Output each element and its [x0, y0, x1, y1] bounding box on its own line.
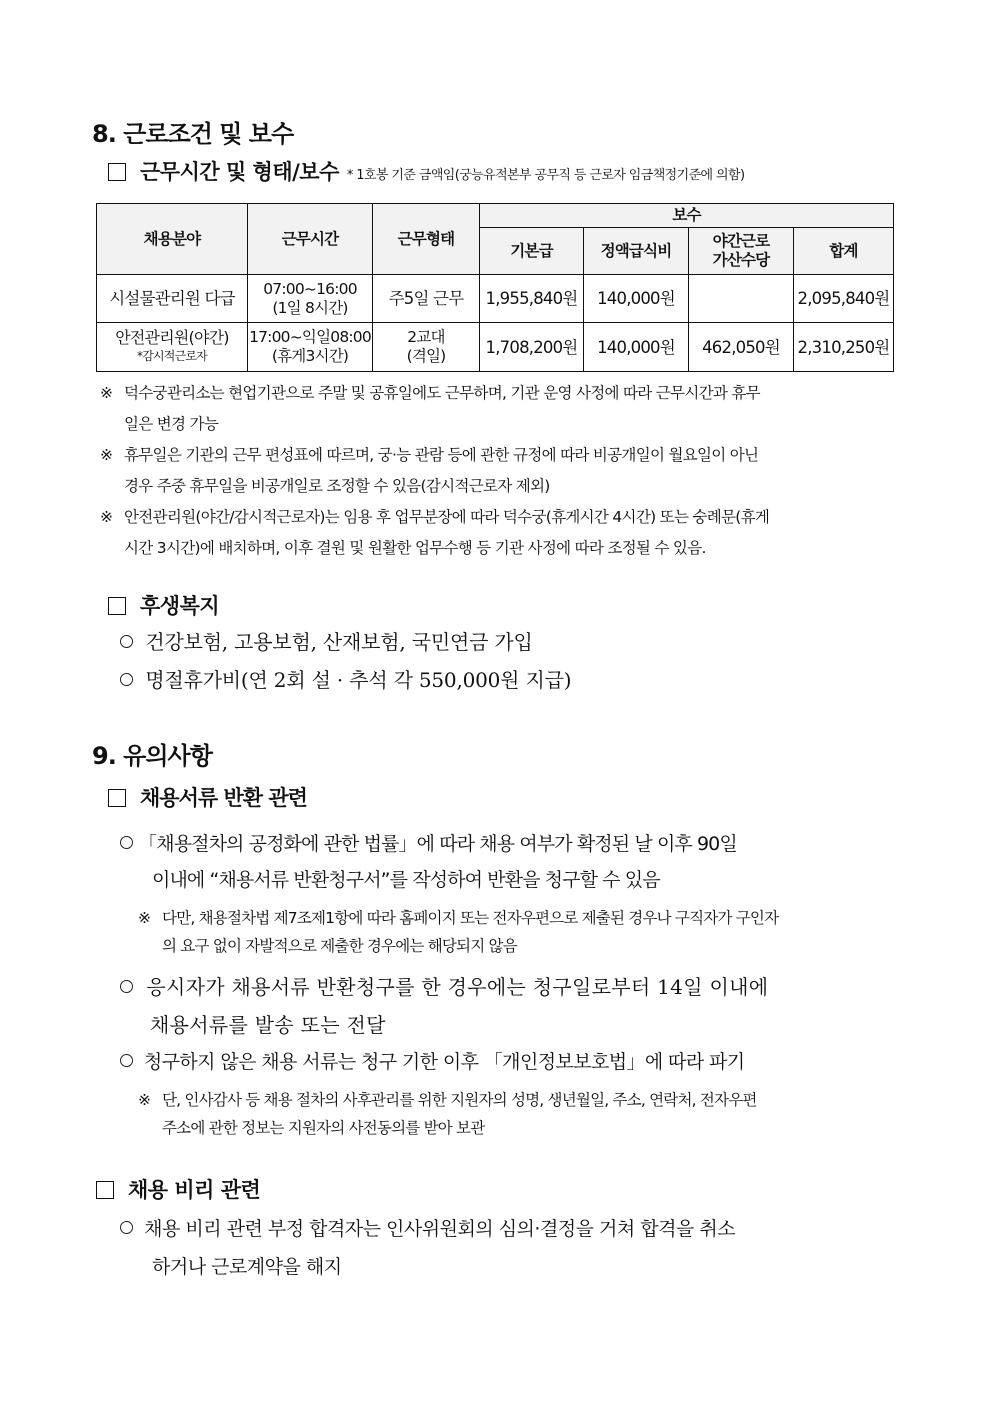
subsection-work-hours — [108, 156, 744, 186]
header-type: 근무형태 — [373, 204, 480, 275]
cell-total: 2,310,250원 — [794, 323, 894, 372]
section-9-title: 9. 유의사항 — [92, 742, 212, 770]
section-8-title: 8. 근로조건 및 보수 — [92, 120, 294, 148]
table-notes — [100, 378, 905, 564]
cell-type: 주5일 근무 — [373, 275, 480, 323]
cell-hours — [248, 323, 373, 372]
circle-bullet-icon — [120, 635, 133, 648]
circle-bullet-icon — [120, 836, 133, 849]
table-row — [97, 323, 894, 372]
welfare-item — [120, 664, 571, 693]
subsection-documents — [108, 782, 307, 812]
subsection-corruption — [96, 1174, 260, 1204]
field-line1: 안전관리원(야간) — [115, 328, 229, 347]
hours-line1: 17:00~익일08:00 — [249, 328, 371, 346]
note-item — [100, 378, 905, 440]
header-pay-group: 보수 — [480, 204, 894, 228]
subsection-title: 근무시간 및 형태/보수 — [140, 159, 339, 184]
header-night-line1: 야간근로 — [712, 232, 770, 250]
header-meal: 정액급식비 — [584, 228, 689, 275]
subsection-welfare — [108, 590, 219, 620]
documents-item-1 — [120, 826, 910, 898]
reference-mark-icon: ※ — [100, 384, 113, 402]
item-line: 하거나 근로계약을 해지 — [152, 1256, 342, 1278]
pay-basis-note: * 1호봉 기준 금액임(궁능유적본부 공무직 등 근로자 임금책정기준에 의함) — [346, 168, 745, 183]
header-night — [689, 228, 794, 275]
cell-night — [689, 275, 794, 323]
item-line: 응시자가 채용서류 반환청구를 한 경우에는 청구일로부터 14일 이내에 — [146, 975, 769, 999]
circle-bullet-icon — [120, 1221, 133, 1234]
type-line2: (격일) — [406, 347, 446, 365]
cell-field — [97, 323, 248, 372]
cell-base: 1,955,840원 — [480, 275, 584, 323]
pay-table — [96, 203, 894, 372]
subsection-title: 채용 비리 관련 — [128, 1177, 261, 1202]
reference-mark-icon: ※ — [138, 1091, 151, 1109]
note-line: 단, 인사감사 등 채용 절차의 사후관리를 위한 지원자의 성명, 생년월일, 주소, 연락처, 전자우편 — [162, 1091, 757, 1109]
cell-meal: 140,000원 — [584, 275, 689, 323]
cell-meal: 140,000원 — [584, 323, 689, 372]
item-line: 채용 비리 관련 부정 합격자는 인사위원회의 심의·결정을 거쳐 합격을 취소 — [144, 1218, 736, 1240]
welfare-text: 명절휴가비(연 2회 설 · 추석 각 550,000원 지급) — [145, 668, 572, 692]
header-night-line2: 가산수당 — [712, 251, 770, 269]
checkbox-square-icon — [108, 163, 126, 181]
cell-night: 462,050원 — [689, 323, 794, 372]
note-line: 의 요구 없이 자발적으로 제출한 경우에는 해당되지 않음 — [162, 937, 517, 955]
header-field: 채용분야 — [97, 204, 248, 275]
subsection-title: 채용서류 반환 관련 — [140, 786, 307, 810]
item-line: 이내에 “채용서류 반환청구서”를 작성하여 반환을 청구할 수 있음 — [152, 869, 660, 891]
note-line: 경우 주중 휴무일을 비공개일로 조정할 수 있음(감시적근로자 제외) — [124, 477, 550, 495]
hours-line2: (휴게3시간) — [271, 347, 349, 365]
reference-mark-icon: ※ — [138, 909, 151, 927]
cell-type — [373, 323, 480, 372]
welfare-text: 건강보험, 고용보험, 산재보험, 국민연금 가입 — [145, 630, 533, 654]
cell-field: 시설물관리원 다급 — [97, 275, 248, 323]
reference-mark-icon: ※ — [100, 446, 113, 464]
documents-item-2 — [120, 968, 910, 1044]
field-sub: *감시적근로자 — [137, 349, 207, 363]
cell-base: 1,708,200원 — [480, 323, 584, 372]
item-line: 청구하지 않은 채용 서류는 청구 기한 이후 「개인정보보호법」에 따라 파기 — [143, 1051, 745, 1073]
note-line: 주소에 관한 정보는 지원자의 사전동의를 받아 보관 — [162, 1119, 485, 1137]
documents-item-3 — [120, 1046, 745, 1078]
note-item — [100, 440, 905, 502]
checkbox-square-icon — [108, 789, 126, 807]
note-line: 덕수궁관리소는 현업기관으로 주말 및 공휴일에도 근무하며, 기관 운영 사정에 따라 근무시간과 휴무 — [124, 384, 760, 402]
circle-bullet-icon — [120, 980, 133, 993]
checkbox-square-icon — [96, 1181, 114, 1199]
note-line: 안전관리원(야간/감시적근로자)는 임용 후 업무분장에 따라 덕수궁(휴게시간 4시간) 또는 숭례문(휴게 — [124, 508, 770, 526]
reference-mark-icon: ※ — [100, 508, 113, 526]
header-total: 합계 — [794, 228, 894, 275]
note-line: 휴무일은 기관의 근무 편성표에 따르며, 궁·능 관람 등에 관한 규정에 따라 비공개일이 월요일이 아닌 — [124, 446, 759, 464]
cell-hours — [248, 275, 373, 323]
note-line: 시간 3시간)에 배치하며, 이후 결원 및 원활한 업무수행 등 기관 사정에 따라 조정될 수 있음. — [124, 539, 706, 557]
item-line: 채용서류를 발송 또는 전달 — [150, 1013, 386, 1037]
header-hours: 근무시간 — [248, 204, 373, 275]
subsection-title: 후생복지 — [140, 593, 220, 618]
type-line1: 2교대 — [407, 328, 445, 346]
documents-item-3-note — [138, 1086, 908, 1142]
cell-total: 2,095,840원 — [794, 275, 894, 323]
hours-line2: (1일 8시간) — [272, 298, 348, 317]
welfare-item — [120, 626, 533, 655]
note-line: 다만, 채용절차법 제7조제1항에 따라 홈페이지 또는 전자우편으로 제출된 경우나 구직자가 구인자 — [162, 909, 779, 927]
header-base: 기본급 — [480, 228, 584, 275]
documents-item-1-note — [138, 904, 908, 960]
note-line: 일은 변경 가능 — [124, 415, 219, 433]
table-row — [97, 275, 894, 323]
corruption-item-1 — [120, 1210, 910, 1286]
circle-bullet-icon — [120, 673, 133, 686]
checkbox-square-icon — [108, 597, 126, 615]
note-item — [100, 502, 905, 564]
hours-line1: 07:00~16:00 — [263, 279, 357, 298]
circle-bullet-icon — [120, 1054, 133, 1067]
item-line: 「채용절차의 공정화에 관한 법률」에 따라 채용 여부가 확정된 날 이후 90일 — [138, 833, 737, 855]
